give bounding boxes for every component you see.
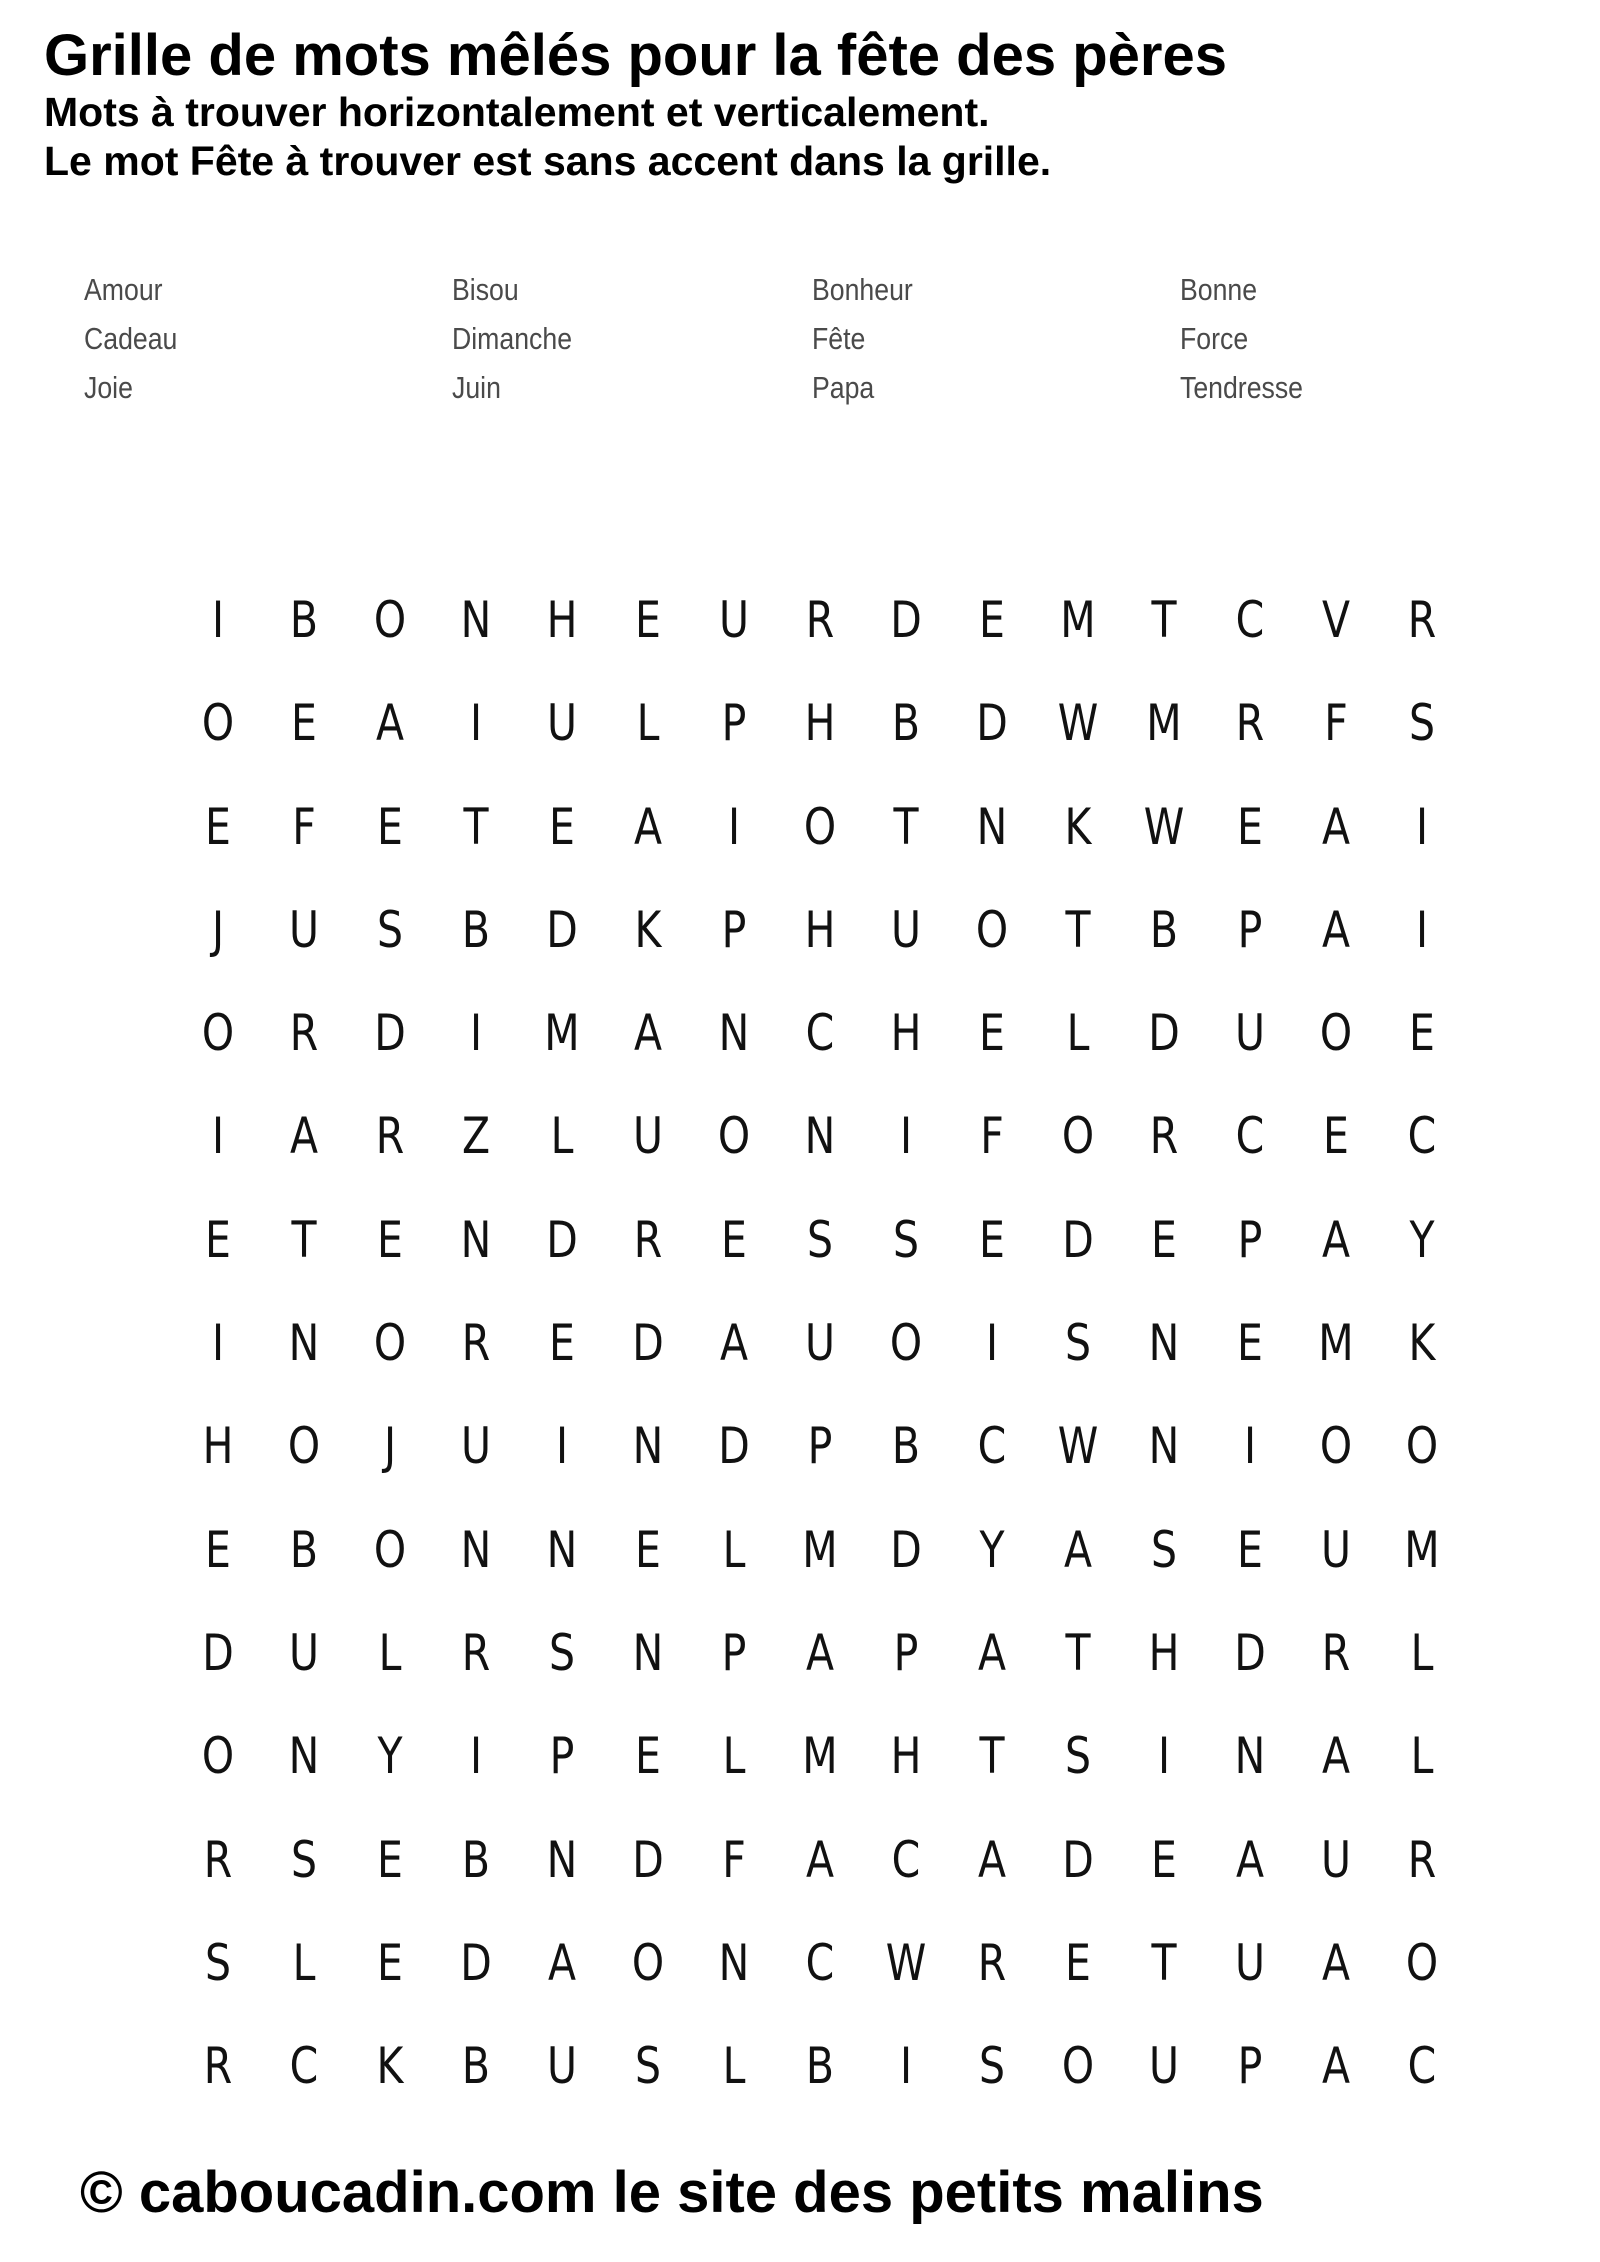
grid-letter[interactable]: T — [1151, 591, 1177, 649]
grid-letter[interactable]: U — [1320, 1830, 1352, 1889]
word-list-item: Tendresse — [1180, 370, 1304, 405]
grid-letter[interactable]: R — [1407, 1830, 1437, 1889]
grid-letter[interactable]: U — [288, 900, 320, 959]
grid-letter[interactable]: I — [211, 591, 225, 649]
grid-letter[interactable]: P — [549, 1727, 575, 1786]
grid-letter[interactable]: R — [1407, 591, 1437, 649]
grid-letter[interactable]: H — [890, 1727, 922, 1786]
grid-letter[interactable]: S — [1064, 1727, 1092, 1786]
grid-letter[interactable]: B — [461, 2037, 491, 2096]
grid-letter[interactable]: D — [460, 1933, 492, 1992]
grid-letter[interactable]: N — [1148, 1314, 1180, 1373]
grid-letter[interactable]: I — [469, 694, 483, 753]
grid-letter[interactable]: R — [805, 591, 835, 649]
grid-letter[interactable]: N — [632, 1417, 664, 1476]
grid-letter[interactable]: E — [377, 1830, 403, 1889]
grid-letter[interactable]: E — [721, 1210, 747, 1269]
grid-letter[interactable]: N — [546, 1830, 578, 1889]
grid-letter[interactable]: I — [727, 797, 741, 856]
grid-letter[interactable]: D — [1148, 1004, 1180, 1063]
grid-letter[interactable]: Y — [1409, 1210, 1435, 1269]
grid-letter[interactable]: S — [634, 2037, 662, 2096]
grid-letter[interactable]: N — [288, 1314, 320, 1373]
grid-letter[interactable]: B — [289, 591, 319, 649]
grid-letter[interactable]: S — [1064, 1314, 1092, 1373]
grid-letter[interactable]: A — [375, 694, 405, 753]
grid-letter[interactable]: R — [1321, 1623, 1351, 1682]
grid-letter[interactable]: I — [555, 1417, 569, 1476]
grid-letter[interactable]: A — [1321, 1727, 1351, 1786]
grid-letter[interactable]: C — [891, 1830, 921, 1889]
grid-letter[interactable]: P — [721, 1623, 747, 1682]
grid-letter[interactable]: I — [1243, 1417, 1257, 1476]
grid-letter[interactable]: W — [1057, 694, 1099, 753]
grid-letter[interactable]: C — [805, 1933, 835, 1992]
grid-letter[interactable]: E — [1409, 1004, 1435, 1063]
grid-letter[interactable]: D — [374, 1004, 406, 1063]
grid-letter[interactable]: S — [1408, 694, 1436, 753]
grid-letter[interactable]: D — [1062, 1210, 1094, 1269]
grid-letter[interactable]: P — [893, 1623, 919, 1682]
grid-letter[interactable]: N — [718, 1933, 750, 1992]
word-list-item: Bonne — [1180, 272, 1258, 307]
page-title: Grille de mots mêlés pour la fête des pères — [44, 23, 1227, 88]
grid-letter[interactable]: M — [1404, 1520, 1440, 1579]
grid-letter[interactable]: R — [203, 2037, 233, 2096]
grid-letter[interactable]: J — [383, 1417, 397, 1476]
grid-letter[interactable]: P — [1237, 1210, 1263, 1269]
instruction-line-1: Mots à trouver horizontalement et verticalement. — [44, 89, 990, 135]
grid-letter[interactable]: B — [891, 694, 921, 753]
grid-letter[interactable]: R — [633, 1210, 663, 1269]
grid-letter[interactable]: D — [890, 591, 922, 649]
grid-letter[interactable]: A — [633, 797, 663, 856]
grid-letter[interactable]: E — [1323, 1107, 1349, 1166]
grid-letter[interactable]: A — [805, 1830, 835, 1889]
grid-letter[interactable]: R — [375, 1107, 405, 1166]
grid-letter[interactable]: P — [1237, 900, 1263, 959]
grid-letter[interactable]: E — [979, 1004, 1005, 1063]
grid-letter[interactable]: E — [1237, 1314, 1263, 1373]
word-list-item: Dimanche — [452, 321, 573, 356]
grid-letter[interactable]: H — [546, 591, 578, 649]
grid-letter[interactable]: D — [1062, 1830, 1094, 1889]
word-list-item: Juin — [452, 370, 501, 405]
grid-letter[interactable]: U — [1234, 1004, 1266, 1063]
grid-letter[interactable]: M — [802, 1727, 838, 1786]
grid-letter[interactable]: N — [804, 1107, 836, 1166]
grid-letter[interactable]: B — [891, 1417, 921, 1476]
grid-letter[interactable]: A — [977, 1623, 1007, 1682]
grid-letter[interactable]: O — [889, 1314, 923, 1373]
grid-letter[interactable]: T — [893, 797, 919, 856]
grid-letter[interactable]: C — [1407, 2037, 1437, 2096]
grid-letter[interactable]: A — [1321, 1210, 1351, 1269]
grid-letter[interactable]: R — [1235, 694, 1265, 753]
grid-letter[interactable]: B — [461, 1830, 491, 1889]
grid-letter[interactable]: E — [979, 591, 1005, 649]
grid-letter[interactable]: D — [546, 900, 578, 959]
instruction-line-2: Le mot Fête à trouver est sans accent dans la grille. — [44, 138, 1052, 184]
grid-letter[interactable]: T — [1065, 1623, 1091, 1682]
grid-letter[interactable]: D — [632, 1830, 664, 1889]
grid-letter[interactable]: I — [985, 1314, 999, 1373]
grid-letter[interactable]: N — [546, 1520, 578, 1579]
grid-letter[interactable]: A — [547, 1933, 577, 1992]
grid-letter[interactable]: W — [1143, 797, 1185, 856]
word-list-item: Papa — [812, 370, 875, 405]
grid-letter[interactable]: I — [469, 1727, 483, 1786]
grid-letter[interactable]: A — [1321, 797, 1351, 856]
word-list-item: Fête — [812, 321, 866, 356]
grid-letter[interactable]: C — [289, 2037, 319, 2096]
grid-letter[interactable]: I — [469, 1004, 483, 1063]
grid-letter[interactable]: C — [1235, 1107, 1265, 1166]
word-list-item: Bonheur — [812, 272, 913, 307]
grid-letter[interactable]: O — [287, 1417, 321, 1476]
grid-letter[interactable]: H — [804, 900, 836, 959]
grid-letter[interactable]: O — [975, 900, 1009, 959]
grid-letter[interactable]: S — [978, 2037, 1006, 2096]
grid-letter[interactable]: H — [202, 1417, 234, 1476]
grid-letter[interactable]: M — [544, 1004, 580, 1063]
grid-letter[interactable]: E — [1237, 1520, 1263, 1579]
word-list-item: Amour — [84, 272, 163, 307]
grid-letter[interactable]: E — [377, 1933, 403, 1992]
grid-letter[interactable]: N — [976, 797, 1008, 856]
grid-letter[interactable]: E — [377, 797, 403, 856]
grid-letter[interactable]: E — [979, 1210, 1005, 1269]
grid-letter[interactable]: O — [201, 1004, 235, 1063]
grid-letter[interactable]: E — [1237, 797, 1263, 856]
grid-letter[interactable]: T — [1151, 1933, 1177, 1992]
grid-letter[interactable]: A — [1321, 1933, 1351, 1992]
grid-letter[interactable]: E — [205, 1520, 231, 1579]
grid-letter[interactable]: A — [1063, 1520, 1093, 1579]
grid-letter[interactable]: N — [460, 591, 492, 649]
grid-letter[interactable]: L — [1410, 1727, 1434, 1786]
grid-letter[interactable]: F — [722, 1830, 746, 1889]
grid-letter[interactable]: D — [718, 1417, 750, 1476]
grid-letter[interactable]: Z — [461, 1107, 491, 1166]
grid-letter[interactable]: B — [461, 900, 491, 959]
copyright-footer: © caboucadin.com le site des petits malins — [80, 2160, 1264, 2225]
grid-letter[interactable]: D — [202, 1623, 234, 1682]
grid-letter[interactable]: C — [977, 1417, 1007, 1476]
grid-letter[interactable]: D — [546, 1210, 578, 1269]
grid-letter[interactable]: K — [634, 900, 662, 959]
grid-letter[interactable]: U — [718, 591, 750, 649]
grid-letter[interactable]: D — [976, 694, 1008, 753]
grid-letter[interactable]: O — [373, 1520, 407, 1579]
grid-letter[interactable]: O — [201, 694, 235, 753]
word-search-grid — [175, 580, 1465, 2129]
grid-letter[interactable]: C — [1407, 1107, 1437, 1166]
grid-letter[interactable]: E — [635, 1520, 661, 1579]
grid-letter[interactable]: E — [205, 797, 231, 856]
grid-letter[interactable]: H — [804, 694, 836, 753]
grid-letter[interactable]: O — [1319, 1004, 1353, 1063]
grid-letter[interactable]: S — [806, 1210, 834, 1269]
grid-letter[interactable]: I — [1415, 900, 1429, 959]
grid-letter[interactable]: O — [373, 591, 407, 649]
grid-letter[interactable]: O — [1061, 1107, 1095, 1166]
grid-letter[interactable]: U — [1234, 1933, 1266, 1992]
grid-letter[interactable]: U — [546, 2037, 578, 2096]
grid-letter[interactable]: S — [290, 1830, 318, 1889]
grid-letter[interactable]: U — [632, 1107, 664, 1166]
grid-letter[interactable]: E — [1151, 1830, 1177, 1889]
grid-letter[interactable]: R — [461, 1623, 491, 1682]
grid-letter[interactable]: E — [635, 591, 661, 649]
grid-letter[interactable]: Y — [377, 1727, 403, 1786]
grid-letter[interactable]: L — [722, 1727, 746, 1786]
grid-letter[interactable]: D — [632, 1314, 664, 1373]
grid-letter[interactable]: N — [460, 1210, 492, 1269]
grid-letter[interactable]: M — [1146, 694, 1182, 753]
grid-letter[interactable]: B — [805, 2037, 835, 2096]
grid-letter[interactable]: R — [203, 1830, 233, 1889]
grid-letter[interactable]: R — [1149, 1107, 1179, 1166]
grid-letter[interactable]: M — [1060, 591, 1096, 649]
grid-letter[interactable]: F — [1324, 694, 1348, 753]
grid-letter[interactable]: H — [1148, 1623, 1180, 1682]
grid-letter[interactable]: A — [805, 1623, 835, 1682]
grid-letter[interactable]: A — [289, 1107, 319, 1166]
grid-letter[interactable]: P — [807, 1417, 833, 1476]
grid-letter[interactable]: L — [1066, 1004, 1090, 1063]
grid-letter[interactable]: K — [1064, 797, 1092, 856]
grid-letter[interactable]: F — [980, 1107, 1004, 1166]
grid-letter[interactable]: C — [1235, 591, 1265, 649]
grid-letter[interactable]: L — [636, 694, 660, 753]
grid-letter[interactable]: T — [463, 797, 489, 856]
grid-letter[interactable]: U — [804, 1314, 836, 1373]
grid-letter[interactable]: T — [1065, 900, 1091, 959]
grid-letter[interactable]: N — [718, 1004, 750, 1063]
grid-letter[interactable]: U — [1148, 2037, 1180, 2096]
grid-letter[interactable]: R — [289, 1004, 319, 1063]
grid-letter[interactable]: N — [288, 1727, 320, 1786]
grid-letter[interactable]: D — [1234, 1623, 1266, 1682]
grid-letter[interactable]: E — [291, 694, 317, 753]
grid-letter[interactable]: A — [633, 1004, 663, 1063]
grid-letter[interactable]: U — [1320, 1520, 1352, 1579]
grid-letter[interactable]: O — [1061, 2037, 1095, 2096]
grid-letter[interactable]: O — [717, 1107, 751, 1166]
grid-letter[interactable]: O — [201, 1727, 235, 1786]
grid-letter[interactable]: A — [719, 1314, 749, 1373]
grid-letter[interactable]: W — [885, 1933, 927, 1992]
grid-letter[interactable]: M — [802, 1520, 838, 1579]
grid-letter[interactable]: O — [373, 1314, 407, 1373]
grid-letter[interactable]: E — [549, 797, 575, 856]
grid-letter[interactable]: E — [635, 1727, 661, 1786]
grid-letter[interactable]: K — [376, 2037, 404, 2096]
grid-letter[interactable]: N — [632, 1623, 664, 1682]
grid-letter[interactable]: L — [722, 2037, 746, 2096]
grid-letter[interactable]: I — [899, 1107, 913, 1166]
grid-letter[interactable]: S — [548, 1623, 576, 1682]
grid-letter[interactable]: A — [1321, 2037, 1351, 2096]
word-list — [84, 268, 1384, 415]
grid-letter[interactable]: F — [292, 797, 316, 856]
grid-letter[interactable]: P — [1237, 2037, 1263, 2096]
grid-letter[interactable]: N — [1234, 1727, 1266, 1786]
grid-letter[interactable]: S — [1150, 1520, 1178, 1579]
grid-letter[interactable]: I — [211, 1314, 225, 1373]
grid-letter[interactable]: A — [977, 1830, 1007, 1889]
grid-letter[interactable]: B — [1149, 900, 1179, 959]
grid-letter[interactable]: L — [378, 1623, 402, 1682]
grid-letter[interactable]: I — [1415, 797, 1429, 856]
grid-letter[interactable]: D — [890, 1520, 922, 1579]
grid-letter[interactable]: T — [979, 1727, 1005, 1786]
grid-letter[interactable]: K — [1408, 1314, 1436, 1373]
word-list-item: Cadeau — [84, 321, 178, 356]
grid-letter[interactable]: E — [205, 1210, 231, 1269]
grid-letter[interactable]: E — [549, 1314, 575, 1373]
grid-letter[interactable]: I — [899, 2037, 913, 2096]
grid-letter[interactable]: Y — [979, 1520, 1005, 1579]
grid-letter[interactable]: I — [211, 1107, 225, 1166]
grid-letter[interactable]: U — [890, 900, 922, 959]
grid-letter[interactable]: I — [1157, 1727, 1171, 1786]
grid-letter[interactable]: O — [1405, 1933, 1439, 1992]
grid-letter[interactable]: J — [211, 900, 225, 959]
grid-letter[interactable]: O — [803, 797, 837, 856]
grid-letter[interactable]: L — [722, 1520, 746, 1579]
grid-letter[interactable]: L — [1410, 1623, 1434, 1682]
grid-letter[interactable]: H — [890, 1004, 922, 1063]
grid-letter[interactable]: N — [460, 1520, 492, 1579]
word-list-item: Force — [1180, 321, 1249, 356]
grid-letter[interactable]: E — [377, 1210, 403, 1269]
grid-letter[interactable]: S — [376, 900, 404, 959]
grid-letter[interactable]: E — [1065, 1933, 1091, 1992]
grid-letter[interactable]: R — [977, 1933, 1007, 1992]
grid-letter[interactable]: B — [289, 1520, 319, 1579]
grid-letter[interactable]: O — [1405, 1417, 1439, 1476]
grid-letter[interactable]: L — [550, 1107, 574, 1166]
word-list-item: Joie — [84, 370, 133, 405]
grid-letter[interactable]: O — [1319, 1417, 1353, 1476]
grid-letter[interactable]: P — [721, 694, 747, 753]
grid-letter[interactable]: N — [1148, 1417, 1180, 1476]
grid-letter[interactable]: S — [892, 1210, 920, 1269]
grid-letter[interactable]: A — [1321, 900, 1351, 959]
grid-letter[interactable]: M — [1318, 1314, 1354, 1373]
grid-letter[interactable]: U — [546, 694, 578, 753]
grid-letter[interactable]: A — [1235, 1830, 1265, 1889]
grid-letter[interactable]: P — [721, 900, 747, 959]
grid-letter[interactable]: C — [805, 1004, 835, 1063]
word-list-item: Bisou — [452, 272, 519, 307]
grid-letter[interactable]: S — [204, 1933, 232, 1992]
grid-letter[interactable]: L — [292, 1933, 316, 1992]
grid-letter[interactable]: E — [1151, 1210, 1177, 1269]
grid-letter[interactable]: U — [288, 1623, 320, 1682]
grid-letter[interactable]: W — [1057, 1417, 1099, 1476]
grid-letter[interactable]: V — [1321, 591, 1351, 649]
grid-letter[interactable]: T — [291, 1210, 317, 1269]
grid-letter[interactable]: O — [631, 1933, 665, 1992]
grid-letter[interactable]: R — [461, 1314, 491, 1373]
grid-letter[interactable]: U — [460, 1417, 492, 1476]
